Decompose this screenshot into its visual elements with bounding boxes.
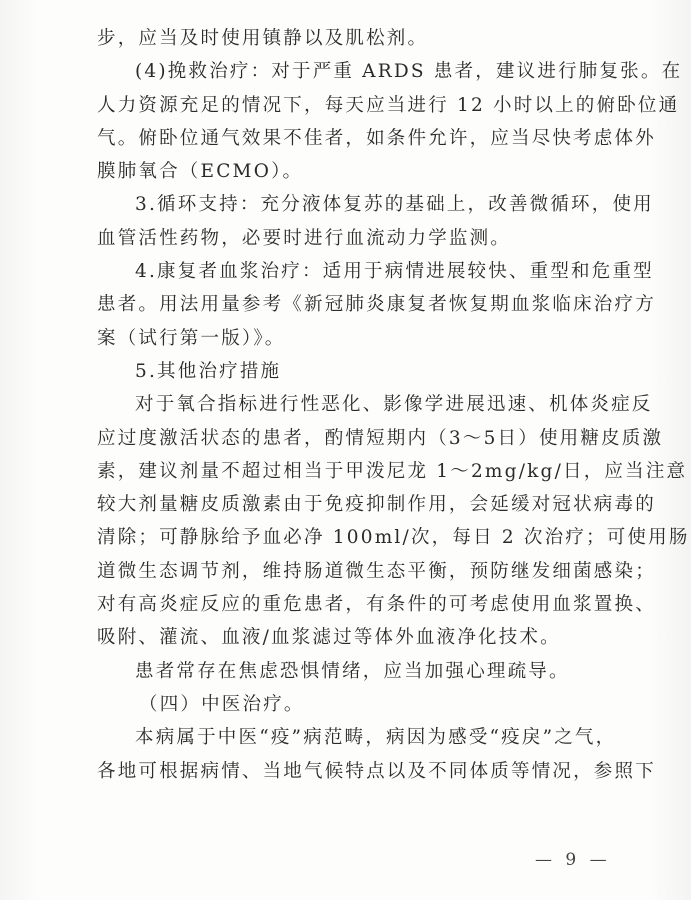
body-text [97,22,690,788]
text-line: 本病属于中医“疫”病范畴，病因为感受“疫戾”之气， [135,727,617,749]
text-line: 吸附、灌流、血液/血浆滤过等体外血液净化技术。 [97,627,561,649]
text-line: 对于氧合指标进行性恶化、影像学进展迅速、机体炎症反 [135,394,653,416]
text-line: 3.循环支持：充分液体复苏的基础上，改善微循环，使用 [135,194,654,216]
text-line: 案（试行第一版）》。 [97,327,286,349]
section-heading: 5.其他治疗措施 [135,360,282,382]
text-line: 步，应当及时使用镇静以及肌松剂。 [97,28,429,49]
text-line: (4)挽救治疗：对于严重 ARDS 患者，建议进行肺复张。在 [135,61,683,83]
text-line: 各地可根据病情、当地气候特点以及不同体质等情况，参照下 [97,760,656,782]
text-line: 患者常存在焦虑恐惧情绪，应当加强心理疏导。 [135,660,570,682]
text-line: 应过度激活状态的患者，酌情短期内（3～5日）使用糖皮质激 [97,427,664,449]
text-line: 膜肺氧合（ECMO）。 [97,161,304,183]
text-line: 素，建议剂量不超过相当于甲泼尼龙 1～2mg/kg/日，应当注意 [97,460,688,482]
text-line: 4.康复者血浆治疗：适用于病情进展较快、重型和危重型 [135,261,654,283]
text-line: 道微生态调节剂，维持肠道微生态平衡，预防继发细菌感染； [97,560,656,582]
text-line: 气。俯卧位通气效果不佳者，如条件允许，应当尽快考虑体外 [97,127,656,149]
text-line: 患者。用法用量参考《新冠肺炎康复者恢复期血浆临床治疗方 [97,294,656,316]
text-line: 人力资源充足的情况下，每天应当进行 12 小时以上的俯卧位通 [97,94,680,116]
text-line: 血管活性药物，必要时进行血流动力学监测。 [97,227,512,249]
text-line: 较大剂量糖皮质激素由于免疫抑制作用，会延缓对冠状病毒的 [97,494,656,516]
section-heading: （四）中医治疗。 [139,693,305,715]
text-line: 清除；可静脉给予血必净 100ml/次，每日 2 次治疗；可使用肠 [97,527,690,549]
page-number: — 9 — [535,850,611,870]
text-line: 对有高炎症反应的重危患者，有条件的可考虑使用血浆置换、 [97,594,656,616]
